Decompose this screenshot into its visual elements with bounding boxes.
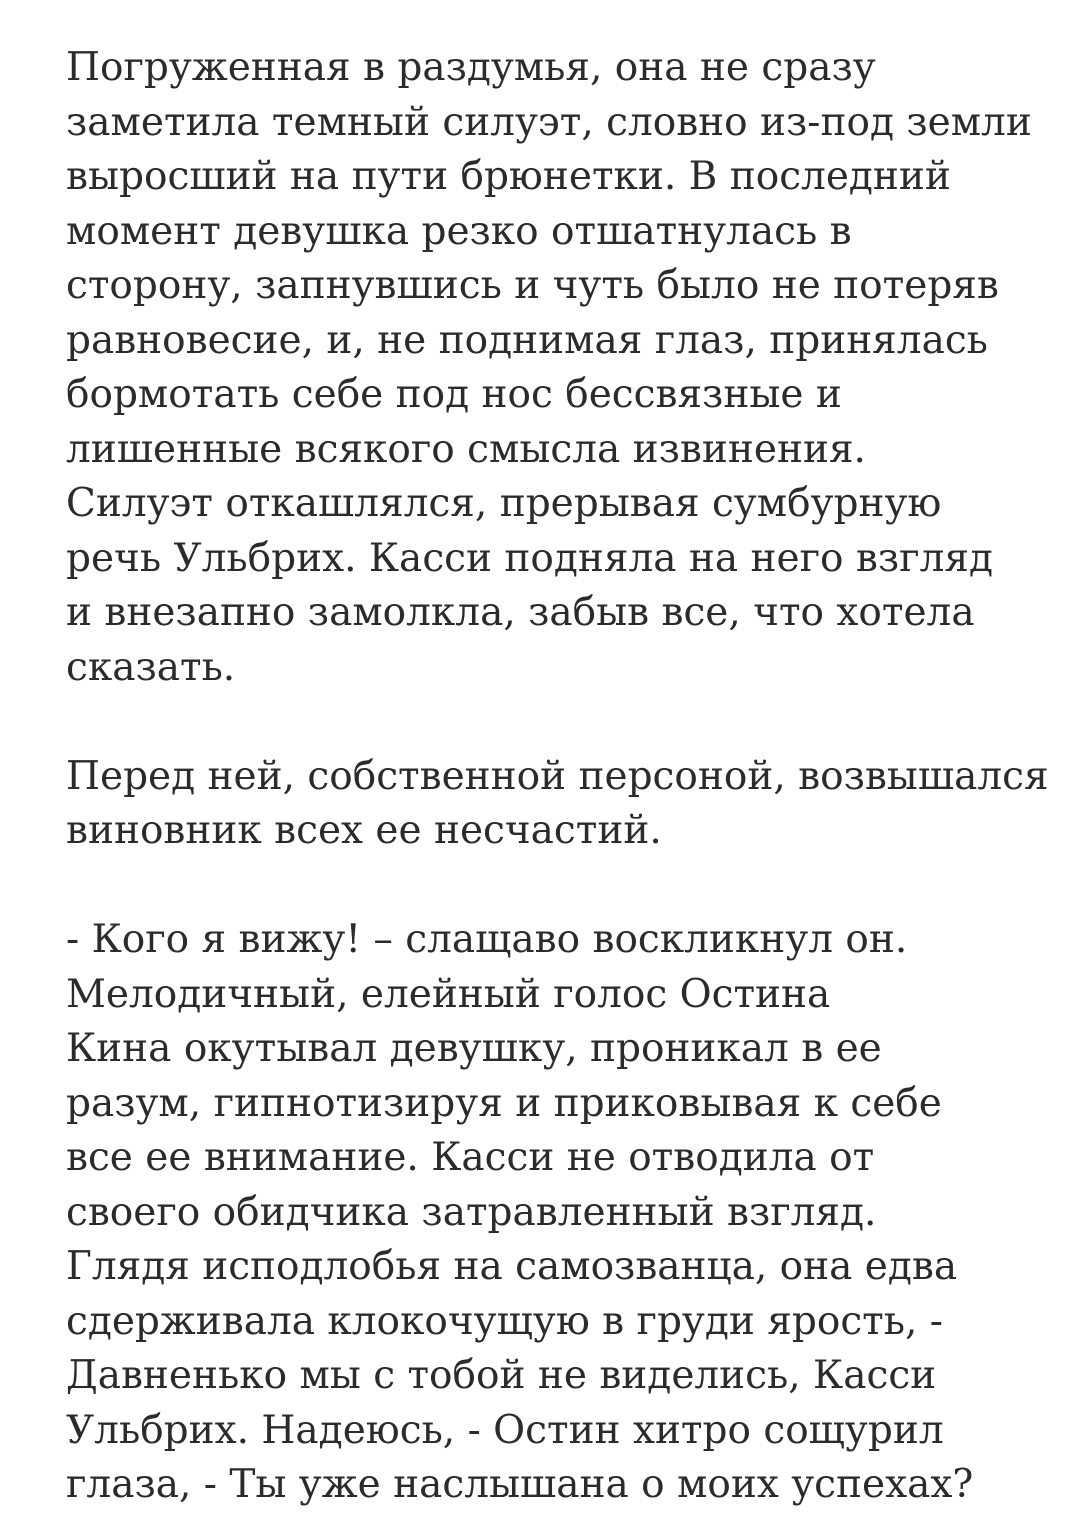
text-line: сказать. <box>66 644 236 690</box>
text-line: виновник всех ее несчастий. <box>66 808 662 853</box>
paragraph <box>66 41 1032 695</box>
text-line: речь Ульбрих. Касси подняла на него взгляд <box>66 535 993 581</box>
text-line: Кина окутывал девушку, проникал в ее <box>66 1026 882 1071</box>
text-line: Перед ней, собственной персоной, возвышался <box>66 753 1049 799</box>
text-line: и внезапно замолкла, забыв все, что хотела <box>66 590 975 635</box>
text-line: сдерживала клокочущую в груди ярость, - <box>66 1298 943 1344</box>
text-line: выросший на пути брюнетки. В последний <box>66 154 951 199</box>
text-line: заметила темный силуэт, словно из-под земли <box>66 99 1032 145</box>
text-line: разум, гипнотизируя и приковывая к себе <box>66 1080 942 1126</box>
text-line: Силуэт откашлялся, прерывая сумбурную <box>66 481 942 526</box>
paragraph <box>66 913 1026 1513</box>
text-line: момент девушка резко отшатнулась в <box>66 208 852 254</box>
text-line: равновесие, и, не поднимая глаз, принялась <box>66 317 988 363</box>
text-line: Погруженная в раздумья, она не сразу <box>66 45 876 90</box>
paragraph <box>66 750 1049 859</box>
text-line: сторону, запнувшись и чуть было не потеряв <box>66 263 999 308</box>
text-line: - Кого я вижу! – слащаво воскликнул он. <box>66 917 908 962</box>
text-line: все ее внимание. Касси не отводила от <box>66 1135 875 1180</box>
text-line: Давненько мы с тобой не виделись, Касси <box>66 1353 937 1398</box>
text-line: бормотать себе под нос бессвязные и <box>66 372 842 417</box>
text-line: глаза, - Ты уже наслышана о моих успехах? <box>66 1462 974 1507</box>
text-line: Глядя исподлобья на самозванца, она едва <box>66 1244 958 1289</box>
text-line: своего обидчика затравленный взгляд. <box>66 1189 877 1235</box>
document-text <box>66 41 1049 1513</box>
text-line: Ульбрих. Надеюсь, - Остин хитро сощурил <box>66 1407 944 1453</box>
text-line: Мелодичный, елейный голос Остина <box>66 971 831 1017</box>
paragraph-gap <box>66 695 1026 750</box>
text-line: лишенные всякого смысла извинения. <box>66 426 866 472</box>
paragraph-gap <box>66 859 1026 914</box>
